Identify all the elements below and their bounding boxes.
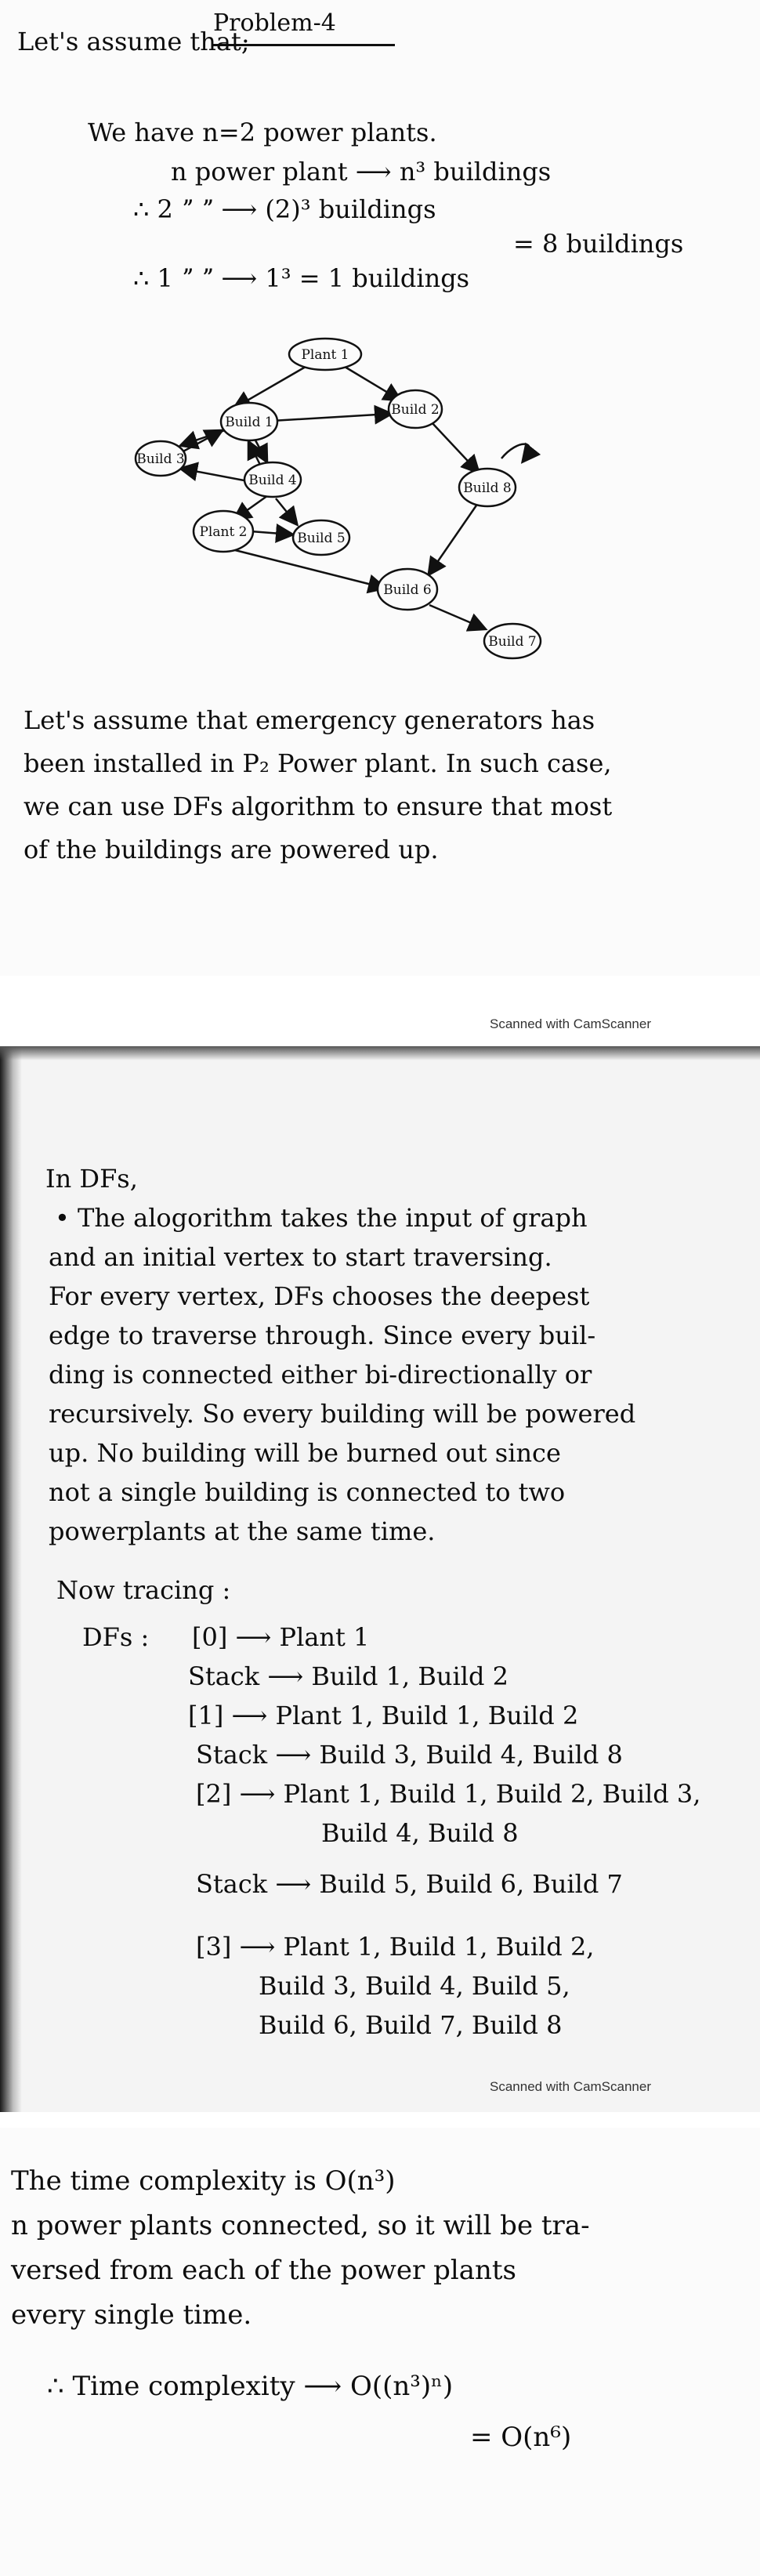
- scanner-footer-2: Scanned with CamScanner: [490, 2079, 652, 2094]
- complexity-line-1: n power plants connected, so it will be tra-: [11, 2210, 590, 2241]
- dfs-paragraph-2: and an initial vertex to start traversing.: [49, 1242, 552, 1272]
- complexity-line-2: versed from each of the power plants: [11, 2255, 517, 2286]
- intro-line-5: = 8 buildings: [513, 229, 684, 259]
- page-edge-shadow: [0, 1046, 22, 2112]
- label-build2: Build 2: [391, 402, 440, 418]
- complexity-line-3: every single time.: [11, 2299, 252, 2331]
- problem-title: Problem-4: [213, 9, 336, 37]
- intro-line-6: ∴ 1 ˮ ˮ ⟶ 1³ = 1 buildings: [133, 263, 470, 293]
- power-grid-graph: [0, 321, 760, 682]
- label-build4: Build 4: [248, 473, 297, 488]
- paragraph-line-2: been installed in P₂ Power plant. In such case,: [24, 748, 612, 778]
- trace-line-4: Stack ⟶ Build 3, Build 4, Build 8: [196, 1740, 623, 1770]
- dfs-paragraph-8: not a single building is connected to two: [49, 1477, 566, 1507]
- label-build7: Build 7: [488, 634, 537, 650]
- time-complexity-final: = O(n⁶): [470, 2422, 572, 2453]
- scanner-footer: Scanned with CamScanner: [490, 1016, 652, 1031]
- page-1: [0, 0, 760, 1031]
- label-build8: Build 8: [463, 480, 512, 496]
- trace-line-3: [1] ⟶ Plant 1, Build 1, Build 2: [188, 1701, 579, 1730]
- trace-line-6: Build 4, Build 8: [321, 1818, 519, 1848]
- dfs-paragraph-5: ding is connected either bi-directionally or: [49, 1360, 592, 1389]
- paragraph-line-1: Let's assume that emergency generators has: [24, 705, 595, 735]
- intro-line-1: Let's assume that;: [17, 27, 250, 56]
- dfs-paragraph-7: up. No building will be burned out since: [49, 1438, 561, 1468]
- label-build5: Build 5: [297, 531, 346, 546]
- paragraph-line-4: of the buildings are powered up.: [24, 835, 439, 864]
- complexity-heading: The time complexity is O(n³): [11, 2165, 396, 2197]
- trace-line-2: Stack ⟶ Build 1, Build 2: [188, 1661, 508, 1691]
- dfs-paragraph-9: powerplants at the same time.: [49, 1516, 436, 1546]
- label-build1: Build 1: [225, 415, 273, 430]
- dfs-paragraph-1: • The alogorithm takes the input of graph: [55, 1203, 588, 1233]
- trace-line-10: Build 6, Build 7, Build 8: [259, 2010, 563, 2040]
- label-build3: Build 3: [136, 451, 185, 467]
- trace-line-1: [0] ⟶ Plant 1: [192, 1622, 370, 1652]
- paragraph-line-3: we can use DFs algorithm to ensure that most: [24, 792, 613, 821]
- trace-line-9: Build 3, Build 4, Build 5,: [259, 1971, 570, 2001]
- dfs-paragraph-4: edge to traverse through. Since every buil-: [49, 1321, 596, 1350]
- page-2: [0, 1046, 760, 2112]
- tracing-label: Now tracing :: [56, 1575, 231, 1605]
- dfs-heading: In DFs,: [45, 1164, 138, 1194]
- intro-line-3: n power plant ⟶ n³ buildings: [171, 157, 552, 187]
- trace-line-7: Stack ⟶ Build 5, Build 6, Build 7: [196, 1869, 623, 1899]
- dfs-paragraph-3: For every vertex, DFs chooses the deepest: [49, 1281, 590, 1311]
- label-plant1: Plant 1: [301, 347, 349, 363]
- dfs-paragraph-6: recursively. So every building will be powered: [49, 1399, 636, 1429]
- trace-line-5: [2] ⟶ Plant 1, Build 1, Build 2, Build 3,: [196, 1779, 701, 1809]
- label-plant2: Plant 2: [199, 524, 248, 540]
- intro-line-2: We have n=2 power plants.: [88, 118, 437, 147]
- intro-line-4: ∴ 2 ˮ ˮ ⟶ (2)³ buildings: [133, 194, 436, 224]
- dfs-trace-label: DFs :: [82, 1622, 150, 1652]
- time-complexity-result: ∴ Time complexity ⟶ O((n³)ⁿ): [47, 2371, 454, 2402]
- page-3: [0, 2128, 760, 2576]
- trace-line-8: [3] ⟶ Plant 1, Build 1, Build 2,: [196, 1932, 595, 1962]
- label-build6: Build 6: [383, 582, 432, 598]
- page-top-shadow: [0, 1046, 760, 1060]
